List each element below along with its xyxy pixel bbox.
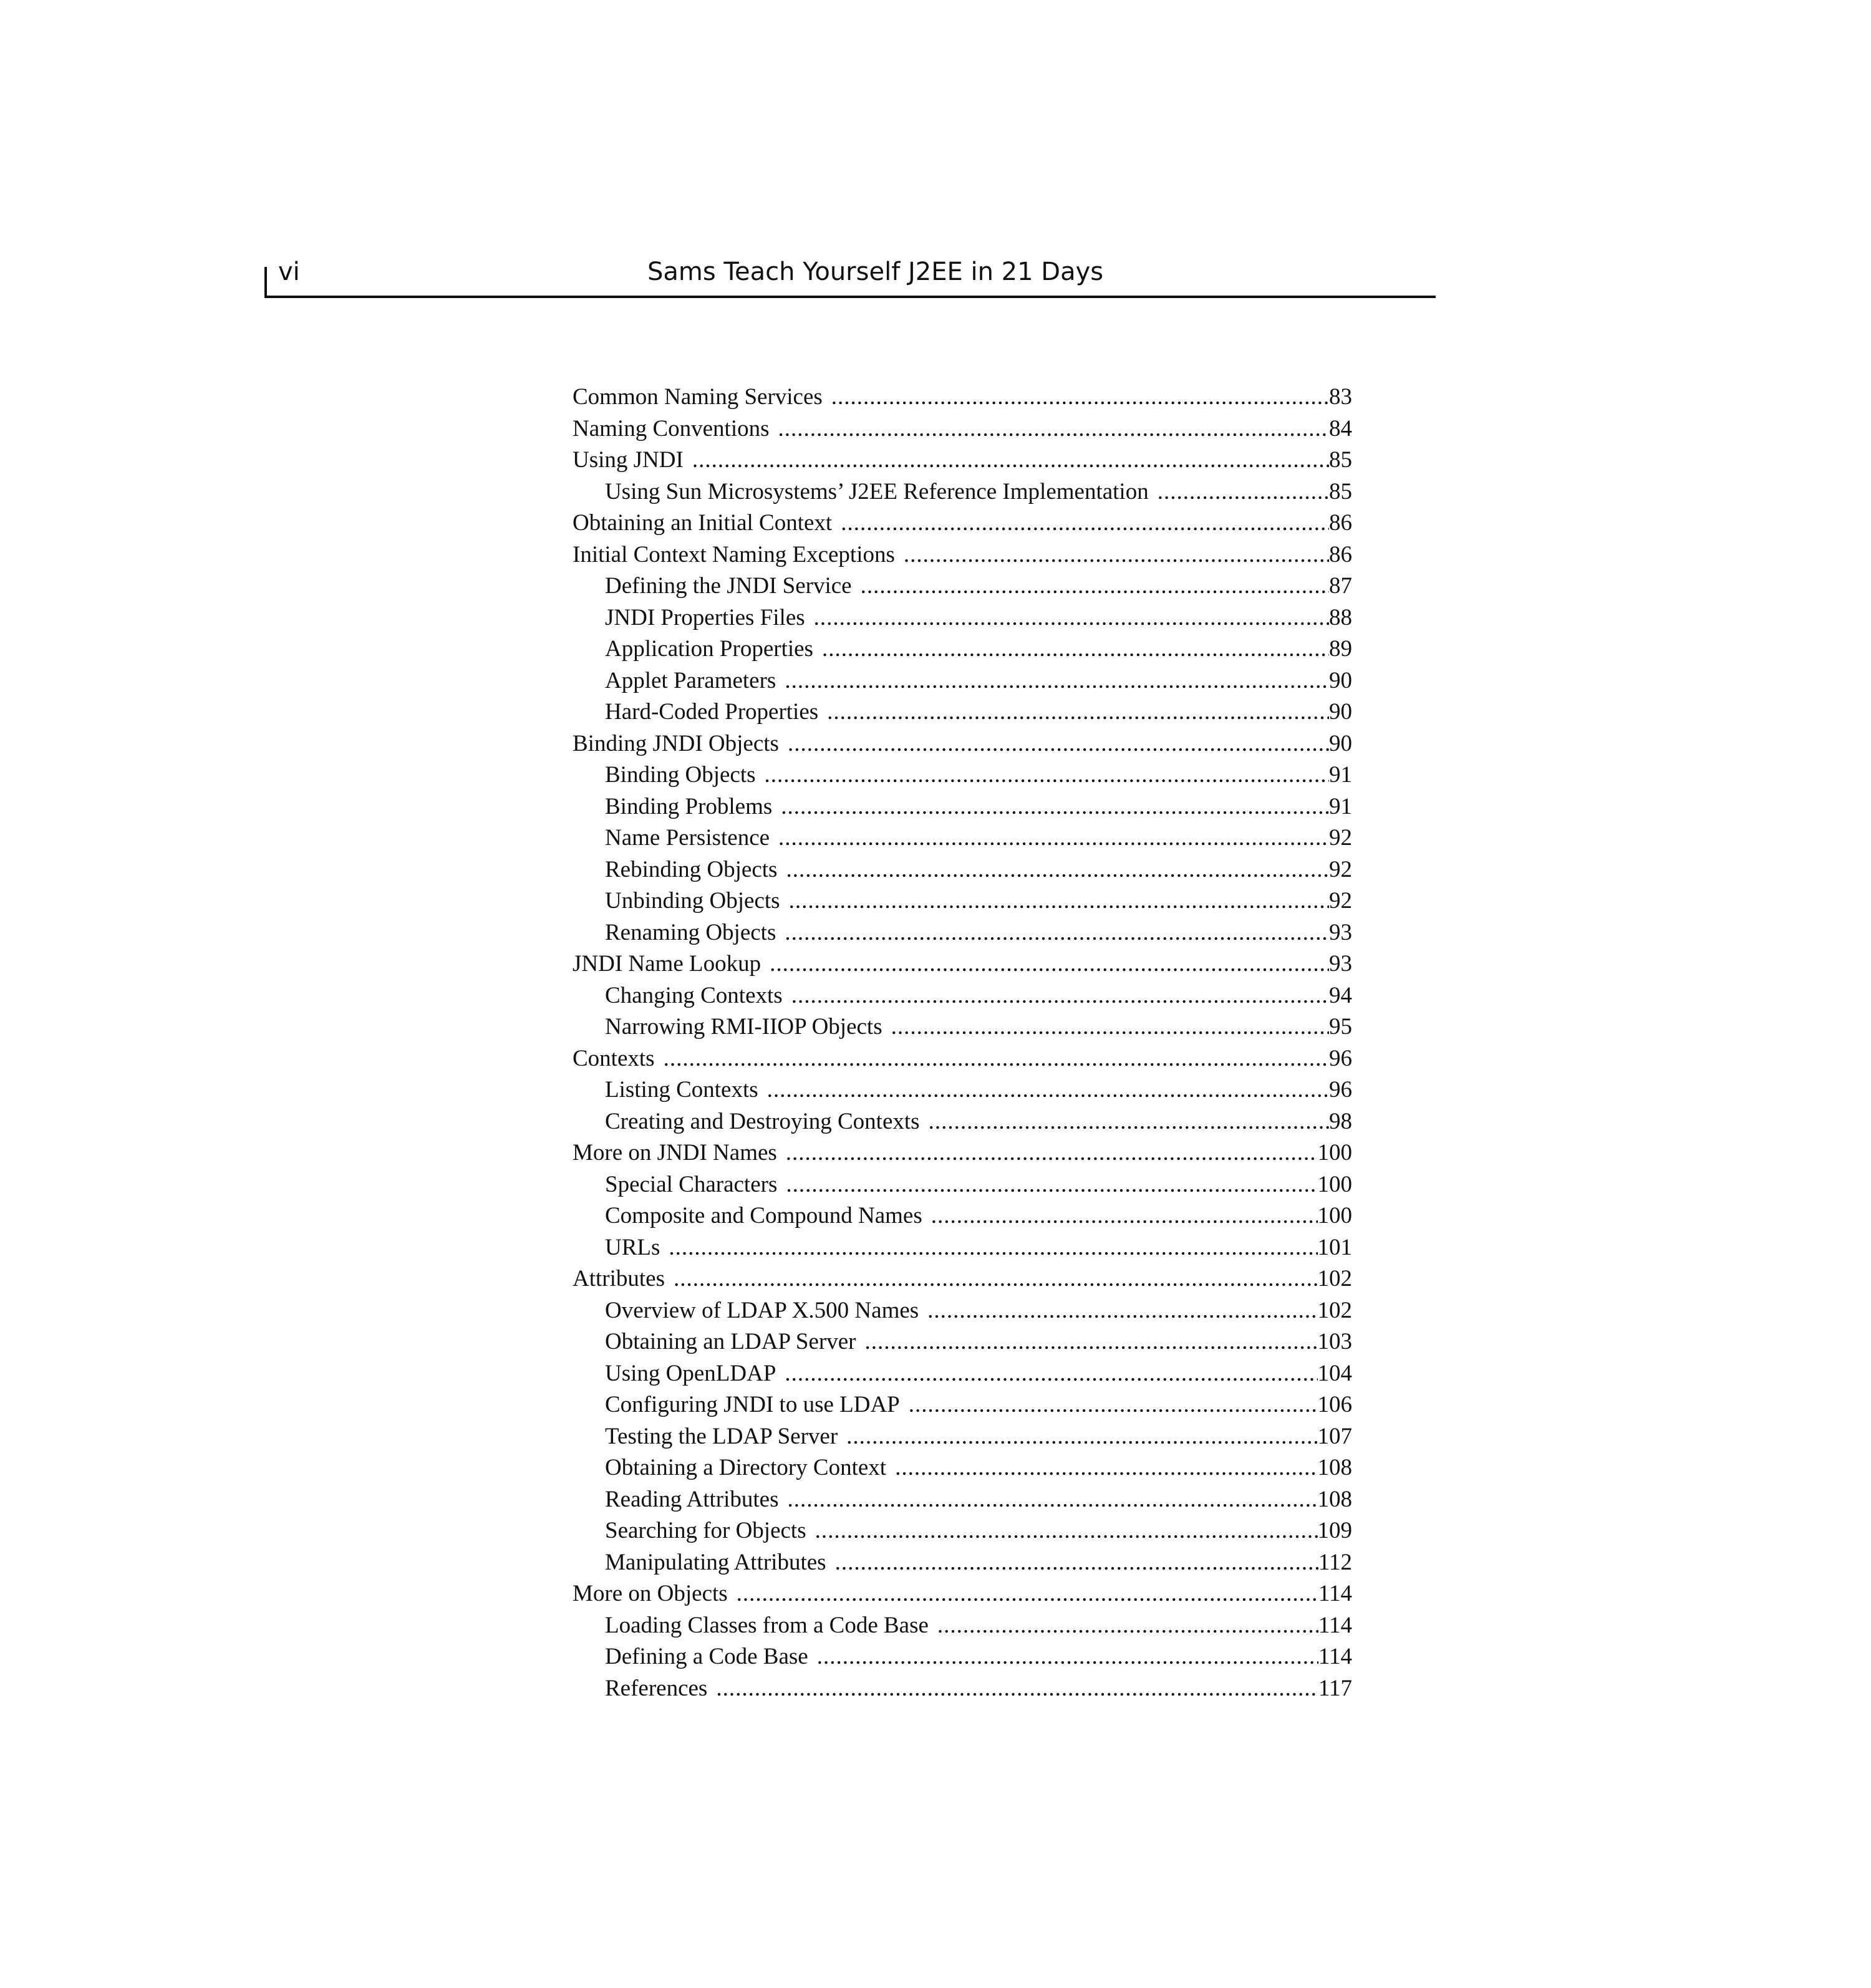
toc-entry-title: Contexts (573, 1045, 655, 1071)
toc-entry-title: JNDI Name Lookup (573, 951, 761, 977)
dot-leader (737, 1578, 1318, 1610)
toc-entry-title: Obtaining an Initial Context (573, 510, 833, 536)
toc-entry (573, 1106, 1352, 1138)
toc-entry (573, 508, 1352, 539)
toc-entry-page: 108 (1317, 1486, 1352, 1512)
toc-entry-page: 114 (1318, 1612, 1352, 1638)
toc-entry-title: More on JNDI Names (573, 1140, 777, 1165)
toc-entry-title: More on Objects (573, 1581, 728, 1606)
toc-entry (573, 1673, 1352, 1705)
toc-entry (573, 917, 1352, 949)
dot-leader (785, 665, 1329, 697)
toc-entry-page: 94 (1329, 982, 1352, 1008)
toc-entry (573, 980, 1352, 1012)
toc-entry-title: Hard-Coded Properties (605, 699, 819, 725)
dot-leader (895, 1452, 1317, 1484)
dot-leader (785, 917, 1329, 949)
toc-entry (573, 1295, 1352, 1327)
dot-leader (692, 445, 1329, 476)
toc-entry (573, 1515, 1352, 1547)
dot-leader (791, 980, 1329, 1012)
toc-entry-title: Reading Attributes (605, 1486, 779, 1512)
toc-entry (573, 854, 1352, 886)
toc-entry-title: Using OpenLDAP (605, 1360, 776, 1386)
toc-entry-title: Listing Contexts (605, 1077, 758, 1103)
toc-entry (573, 1358, 1352, 1390)
dot-leader (778, 413, 1329, 445)
toc-entry-title: Attributes (573, 1266, 665, 1291)
toc-entry-page: 102 (1317, 1297, 1352, 1323)
toc-entry-page: 114 (1318, 1581, 1352, 1606)
toc-entry (573, 1326, 1352, 1358)
dot-leader (861, 571, 1329, 602)
dot-leader (904, 539, 1329, 571)
dot-leader (765, 760, 1329, 791)
table-of-contents (573, 382, 1352, 1704)
toc-entry-title: JNDI Properties Files (605, 604, 805, 630)
toc-entry-title: Renaming Objects (605, 919, 776, 945)
toc-entry (573, 1232, 1352, 1264)
toc-entry-title: Binding Objects (605, 762, 756, 788)
dot-leader (788, 728, 1329, 760)
toc-entry-page: 85 (1329, 447, 1352, 473)
toc-entry-page: 86 (1329, 541, 1352, 567)
header-tick-mark (264, 267, 267, 298)
toc-entry-page: 109 (1317, 1518, 1352, 1543)
toc-entry (573, 885, 1352, 917)
toc-entry-page: 84 (1329, 415, 1352, 442)
toc-entry (573, 948, 1352, 980)
toc-entry-page: 95 (1329, 1014, 1352, 1040)
toc-entry-title: Naming Conventions (573, 415, 770, 442)
dot-leader (827, 697, 1329, 728)
dot-leader (664, 1043, 1329, 1075)
toc-entry-title: Configuring JNDI to use LDAP (605, 1392, 900, 1417)
toc-entry-page: 100 (1317, 1171, 1352, 1197)
toc-entry-page: 85 (1329, 478, 1352, 504)
toc-entry (573, 1200, 1352, 1232)
toc-entry (573, 823, 1352, 854)
toc-entry-page: 92 (1329, 856, 1352, 882)
dot-leader (931, 1200, 1318, 1232)
toc-entry (573, 1452, 1352, 1484)
toc-entry (573, 1547, 1352, 1579)
toc-entry-title: Binding JNDI Objects (573, 730, 779, 756)
dot-leader (814, 602, 1329, 634)
toc-entry (573, 1610, 1352, 1642)
dot-leader (864, 1326, 1317, 1358)
toc-entry-title: URLs (605, 1234, 660, 1260)
toc-entry-page: 100 (1317, 1140, 1352, 1165)
dot-leader (822, 634, 1329, 665)
dot-leader (674, 1263, 1318, 1295)
dot-leader (891, 1011, 1329, 1043)
toc-entry-title: Using Sun Microsystems’ J2EE Reference Implementation (605, 478, 1149, 504)
toc-entry (573, 1043, 1352, 1075)
dot-leader (909, 1389, 1318, 1421)
toc-entry-page: 92 (1329, 825, 1352, 851)
toc-entry (573, 539, 1352, 571)
toc-entry (573, 413, 1352, 445)
dot-leader (785, 1358, 1317, 1390)
toc-entry-title: Common Naming Services (573, 384, 823, 410)
toc-entry-page: 92 (1329, 888, 1352, 914)
dot-leader (786, 1169, 1317, 1201)
toc-entry-page: 96 (1329, 1045, 1352, 1071)
toc-entry (573, 602, 1352, 634)
toc-entry (573, 1011, 1352, 1043)
dot-leader (778, 823, 1329, 854)
toc-entry (573, 760, 1352, 791)
toc-entry-page: 89 (1329, 636, 1352, 662)
dot-leader (835, 1547, 1318, 1579)
toc-entry-title: Obtaining a Directory Context (605, 1455, 887, 1480)
dot-leader (937, 1610, 1318, 1642)
toc-entry (573, 634, 1352, 665)
toc-entry-title: Name Persistence (605, 825, 770, 851)
toc-entry-title: Special Characters (605, 1171, 778, 1197)
toc-entry-page: 104 (1317, 1360, 1352, 1386)
running-title: Sams Teach Yourself J2EE in 21 Days (647, 258, 1104, 286)
toc-entry-page: 102 (1317, 1266, 1352, 1291)
toc-entry (573, 728, 1352, 760)
toc-entry-page: 90 (1329, 730, 1352, 756)
toc-entry-page: 108 (1317, 1455, 1352, 1480)
dot-leader (831, 382, 1329, 413)
toc-entry-page: 87 (1329, 573, 1352, 599)
toc-entry (573, 445, 1352, 476)
toc-entry (573, 1169, 1352, 1201)
dot-leader (1158, 476, 1329, 508)
dot-leader (817, 1641, 1318, 1673)
dot-leader (781, 791, 1329, 823)
toc-entry-title: Unbinding Objects (605, 888, 780, 914)
toc-entry-title: Defining a Code Base (605, 1644, 808, 1669)
toc-entry (573, 1389, 1352, 1421)
toc-entry (573, 571, 1352, 602)
toc-entry-page: 90 (1329, 667, 1352, 693)
toc-entry-page: 107 (1317, 1423, 1352, 1449)
toc-entry (573, 382, 1352, 413)
toc-entry-page: 96 (1329, 1077, 1352, 1103)
dot-leader (788, 1484, 1318, 1516)
dot-leader (770, 948, 1329, 980)
toc-entry-title: Overview of LDAP X.500 Names (605, 1297, 919, 1323)
toc-entry-title: Narrowing RMI-IIOP Objects (605, 1014, 882, 1040)
toc-entry-title: Loading Classes from a Code Base (605, 1612, 929, 1638)
toc-entry-title: Using JNDI (573, 447, 684, 473)
page-number: vi (278, 258, 300, 286)
dot-leader (927, 1295, 1317, 1327)
toc-entry-title: Composite and Compound Names (605, 1203, 922, 1228)
toc-entry-title: Manipulating Attributes (605, 1549, 826, 1575)
toc-entry (573, 1578, 1352, 1610)
toc-entry-page: 100 (1317, 1203, 1352, 1228)
dot-leader (786, 1137, 1318, 1169)
toc-entry-title: Creating and Destroying Contexts (605, 1108, 920, 1134)
toc-entry-page: 88 (1329, 604, 1352, 630)
toc-entry (573, 1074, 1352, 1106)
dot-leader (841, 508, 1329, 539)
dot-leader (786, 854, 1329, 886)
toc-entry (573, 1484, 1352, 1516)
dot-leader (815, 1515, 1318, 1547)
toc-entry-page: 86 (1329, 510, 1352, 536)
toc-entry-title: Applet Parameters (605, 667, 776, 693)
header-rule (264, 296, 1436, 298)
toc-entry-page: 90 (1329, 699, 1352, 725)
toc-entry (573, 1137, 1352, 1169)
toc-entry-title: Binding Problems (605, 793, 773, 819)
toc-entry-title: Changing Contexts (605, 982, 783, 1008)
toc-entry (573, 1263, 1352, 1295)
toc-entry-page: 93 (1329, 919, 1352, 945)
toc-entry-title: Testing the LDAP Server (605, 1423, 838, 1449)
toc-entry-page: 98 (1329, 1108, 1352, 1134)
toc-entry-page: 83 (1329, 384, 1352, 410)
toc-entry (573, 697, 1352, 728)
toc-entry-page: 91 (1329, 762, 1352, 788)
toc-entry-page: 103 (1317, 1329, 1352, 1354)
dot-leader (789, 885, 1329, 917)
toc-entry-page: 91 (1329, 793, 1352, 819)
toc-entry (573, 665, 1352, 697)
dot-leader (669, 1232, 1317, 1264)
toc-entry-page: 114 (1318, 1644, 1352, 1669)
toc-entry-page: 112 (1318, 1549, 1352, 1575)
dot-leader (716, 1673, 1318, 1705)
toc-entry (573, 476, 1352, 508)
toc-entry-title: Defining the JNDI Service (605, 573, 852, 599)
toc-entry-title: References (605, 1675, 708, 1701)
toc-entry-page: 93 (1329, 951, 1352, 977)
toc-entry-page: 117 (1318, 1675, 1352, 1701)
toc-entry (573, 1421, 1352, 1453)
toc-entry-title: Rebinding Objects (605, 856, 778, 882)
toc-entry-page: 101 (1317, 1234, 1352, 1260)
running-header (264, 253, 1436, 298)
toc-entry (573, 791, 1352, 823)
toc-entry-page: 106 (1317, 1392, 1352, 1417)
toc-entry-title: Searching for Objects (605, 1518, 806, 1543)
toc-entry-title: Application Properties (605, 636, 813, 662)
toc-entry-title: Initial Context Naming Exceptions (573, 541, 895, 567)
dot-leader (767, 1074, 1329, 1106)
toc-entry-title: Obtaining an LDAP Server (605, 1329, 856, 1354)
dot-leader (929, 1106, 1329, 1138)
dot-leader (846, 1421, 1317, 1453)
toc-entry (573, 1641, 1352, 1673)
